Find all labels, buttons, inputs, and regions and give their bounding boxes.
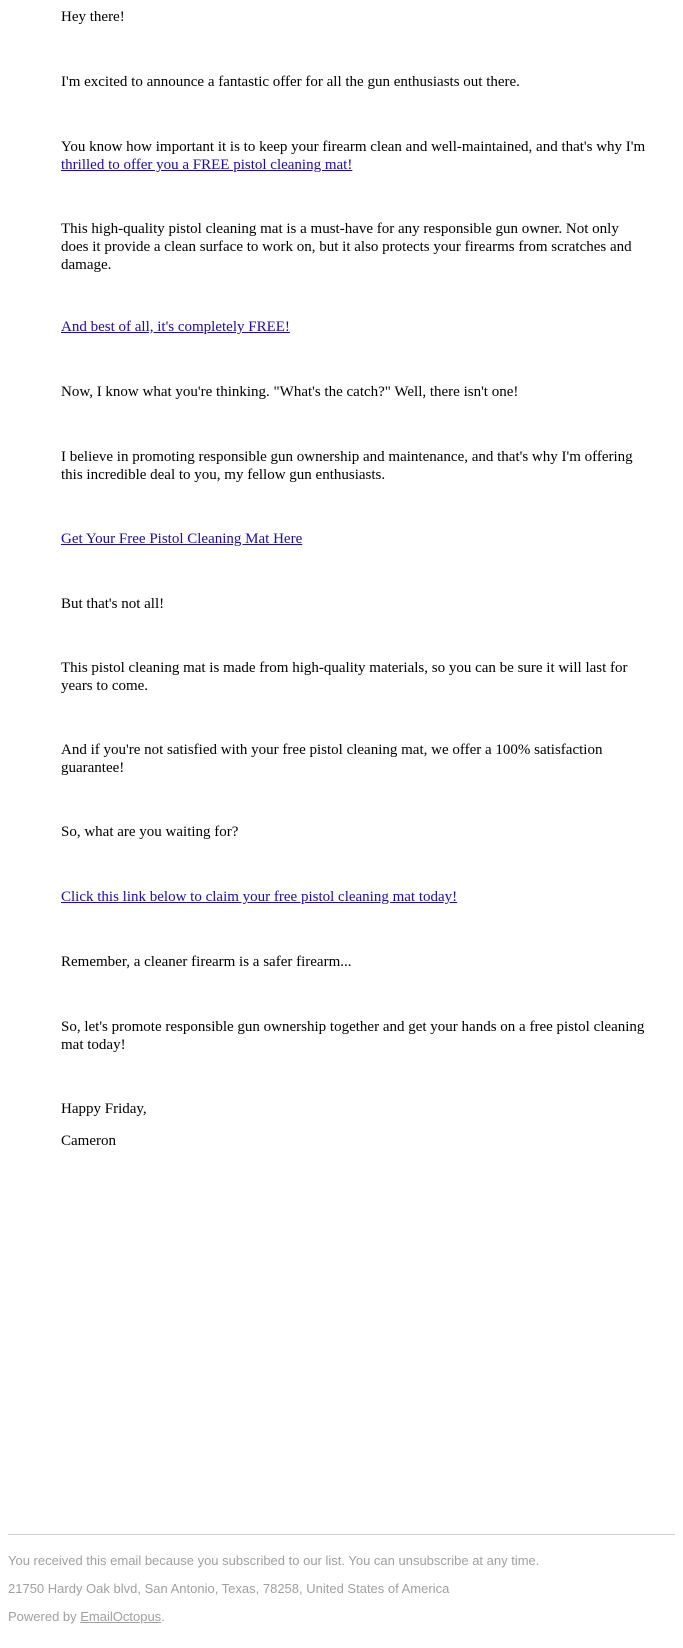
paragraph-cta bbox=[61, 530, 646, 548]
completely-free-link[interactable]: And best of all, it's completely FREE! bbox=[61, 319, 290, 335]
paragraph-claim bbox=[61, 888, 646, 906]
email-footer bbox=[8, 1534, 675, 1624]
quality-paragraph: This high-quality pistol cleaning mat is a must-have for any responsible gun owner. Not only does it provide a clean surface to work on, but it also protects your firearms from scratches and damage. bbox=[61, 221, 632, 273]
powered-by bbox=[8, 1609, 165, 1624]
guarantee-paragraph: And if you're not satisfied with your free pistol cleaning mat, we offer a 100% satisfaction guarantee! bbox=[61, 742, 603, 776]
offer-paragraph bbox=[61, 138, 646, 174]
safer-firearm-paragraph: Remember, a cleaner firearm is a safer firearm... bbox=[61, 954, 352, 970]
offer-text: You know how important it is to keep your firearm clean and well-maintained, and that's why I'm bbox=[61, 139, 646, 155]
postal-address: 21750 Hardy Oak blvd, San Antonio, Texas, 78258, United States of America bbox=[8, 1581, 450, 1596]
promote-paragraph: So, let's promote responsible gun ownership together and get your hands on a free pistol cleaning mat today! bbox=[61, 1019, 645, 1053]
paragraph-free bbox=[61, 318, 646, 336]
responsible-paragraph: I believe in promoting responsible gun ownership and maintenance, and that's why I'm offering this incredible deal to you, my fellow gun enthusiasts. bbox=[61, 449, 633, 483]
claim-mat-link[interactable]: Click this link below to claim your free pistol cleaning mat today! bbox=[61, 889, 458, 905]
signature: Cameron bbox=[61, 1133, 116, 1149]
powered-by-suffix: . bbox=[161, 1609, 165, 1624]
greeting: Hey there! bbox=[61, 9, 125, 25]
signoff: Happy Friday, bbox=[61, 1101, 147, 1117]
catch-paragraph: Now, I know what you're thinking. "What's the catch?" Well, there isn't one! bbox=[61, 384, 519, 400]
emailoctopus-link[interactable]: EmailOctopus bbox=[80, 1609, 162, 1624]
free-mat-link[interactable]: thrilled to offer you a FREE pistol cleaning mat! bbox=[61, 157, 353, 173]
powered-by-prefix: Powered by bbox=[8, 1609, 81, 1624]
not-all-paragraph: But that's not all! bbox=[61, 596, 165, 612]
subscription-notice: You received this email because you subscribed to our list. You can unsubscribe at any time. bbox=[8, 1553, 540, 1568]
waiting-paragraph: So, what are you waiting for? bbox=[61, 824, 239, 840]
get-free-mat-link[interactable]: Get Your Free Pistol Cleaning Mat Here bbox=[61, 531, 303, 547]
intro-paragraph: I'm excited to announce a fantastic offer for all the gun enthusiasts out there. bbox=[61, 74, 520, 90]
materials-paragraph: This pistol cleaning mat is made from high-quality materials, so you can be sure it will last for years to come. bbox=[61, 660, 628, 694]
